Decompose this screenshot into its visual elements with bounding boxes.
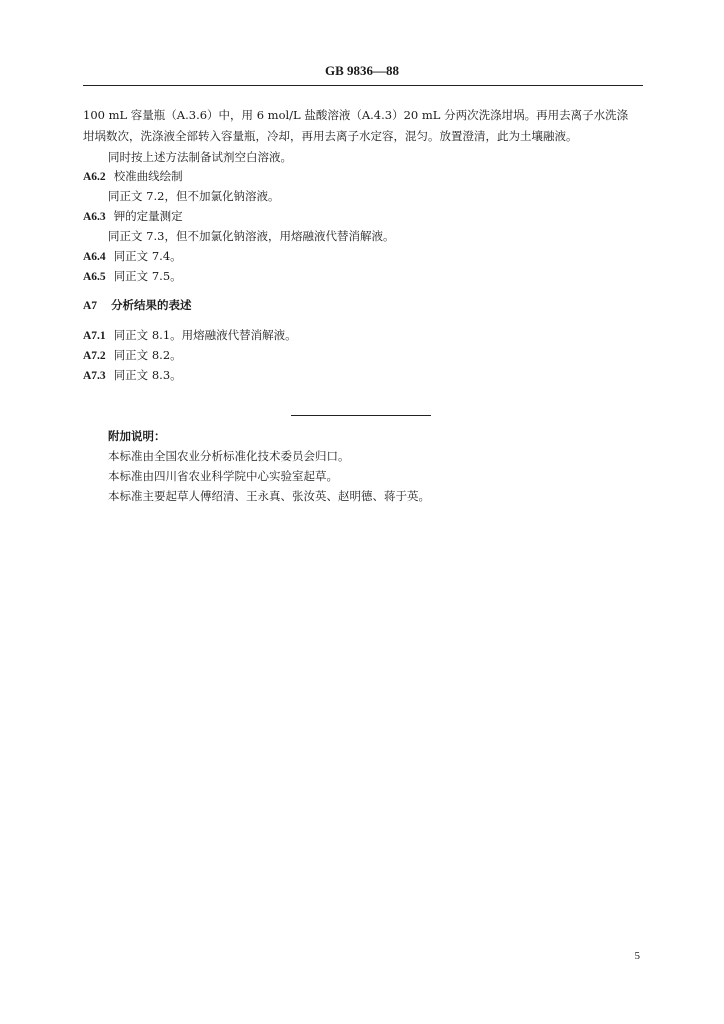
section-number: A7 — [83, 300, 98, 312]
clause-a6-3-heading — [83, 209, 643, 224]
clause-text: 同正文 8.2。 — [113, 348, 182, 362]
paragraph-line: 同时按上述方法制备试剂空白溶液。 — [108, 150, 292, 164]
notes-line: 本标准主要起草人傅绍清、王永真、张汝英、赵明德、蒋于英。 — [108, 489, 430, 503]
clause-a6-3-text: 同正文 7.3，但不加氯化钠溶液，用熔融液代替消解液。 — [108, 229, 395, 243]
header-rule — [83, 85, 643, 86]
clause-a6-5 — [83, 269, 643, 284]
clause-a6-4 — [83, 249, 643, 264]
clause-text: 同正文 8.3。 — [113, 368, 182, 382]
clause-text: 同正文 7.4。 — [113, 249, 182, 263]
section-a7-heading — [83, 298, 643, 313]
clause-number: A6.3 — [83, 211, 106, 223]
notes-line: 本标准由四川省农业科学院中心实验室起草。 — [108, 469, 338, 483]
clause-number: A6.2 — [83, 171, 106, 183]
notes-title: 附加说明： — [108, 429, 166, 443]
paragraph-line: 100 mL 容量瓶（A.3.6）中，用 6 mol/L 盐酸溶液（A.4.3）20 mL 分两次洗涤坩埚。再用去离子水洗涤 — [83, 108, 629, 122]
page-number: 5 — [634, 950, 640, 962]
clause-a7-3 — [83, 368, 643, 383]
section-title: 分析结果的表述 — [111, 298, 192, 312]
clause-title: 钾的定量测定 — [113, 209, 183, 223]
clause-text: 同正文 7.5。 — [113, 269, 182, 283]
clause-a6-2-text: 同正文 7.2，但不加氯化钠溶液。 — [108, 189, 280, 203]
paragraph-line: 坩埚数次，洗涤液全部转入容量瓶，冷却，再用去离子水定容，混匀。放置澄清，此为土壤融液。 — [83, 129, 578, 143]
clause-number: A6.5 — [83, 271, 106, 283]
section-divider — [291, 415, 431, 416]
document-header-title: GB 9836—88 — [324, 63, 400, 78]
clause-a7-2 — [83, 348, 643, 363]
clause-a6-2-heading — [83, 169, 643, 184]
clause-title: 校准曲线绘制 — [113, 169, 183, 183]
clause-number: A6.4 — [83, 251, 106, 263]
clause-number: A7.2 — [83, 350, 106, 362]
notes-line: 本标准由全国农业分析标准化技术委员会归口。 — [108, 449, 350, 463]
clause-number: A7.3 — [83, 370, 106, 382]
clause-a7-1 — [83, 328, 643, 343]
clause-number: A7.1 — [83, 330, 106, 342]
clause-text: 同正文 8.1。用熔融液代替消解液。 — [113, 328, 297, 342]
